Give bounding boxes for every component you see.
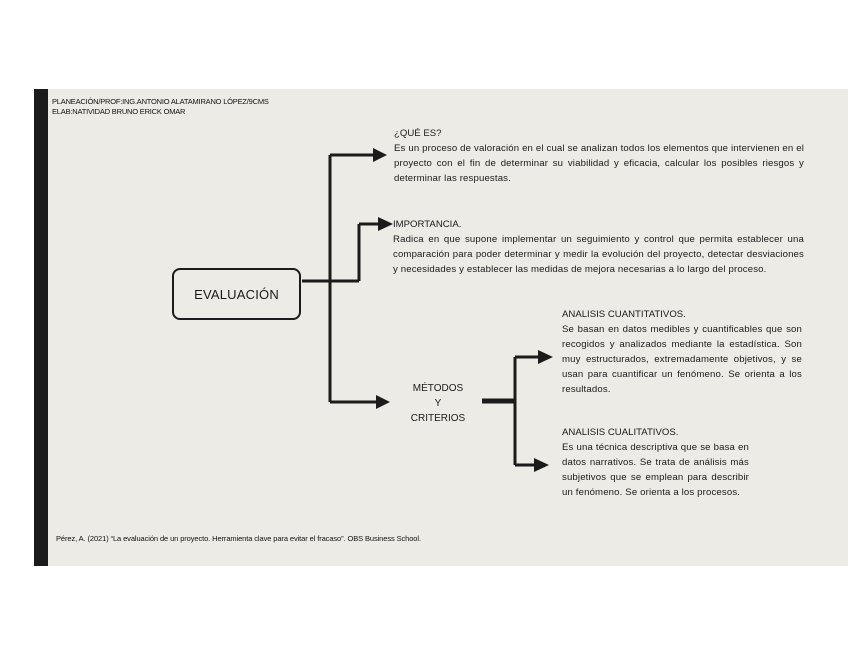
que-es-body: Es un proceso de valoración en el cual se analizan todos los elementos que intervienen en el proyecto con el fin de determinar su viabilidad y eficacia, calcular los posibles riesgos y determinar las respuestas. <box>394 143 804 184</box>
arrow-que-es <box>373 148 387 162</box>
header-line-2: ELAB:NATIVIDAD BRUNO ERICK OMAR <box>52 107 186 116</box>
cualitativos-title: ANALISIS CUALITATIVOS. <box>562 427 679 438</box>
arrow-cualitativos <box>534 458 549 472</box>
cuantitativos-title: ANALISIS CUANTITATIVOS. <box>562 309 686 320</box>
arrow-cuantitativos <box>538 350 553 364</box>
arrow-metodos <box>376 395 390 409</box>
node-cualitativos <box>562 425 749 500</box>
header-line-1: PLANEACIÓN/PROF:ING.ANTONIO ALATAMIRANO LÓPEZ/9CMS <box>52 97 269 106</box>
cualitativos-body: Es una técnica descriptiva que se basa en datos narrativos. Se trata de análisis más subjetivos que se emplean para describir un fenómeno. Se orienta a los procesos. <box>562 442 749 498</box>
node-que-es <box>394 126 804 186</box>
metodos-line-1: MÉTODOS <box>412 383 464 394</box>
metodos-line-3: CRITERIOS <box>410 413 466 424</box>
importancia-body: Radica en que supone implementar un seguimiento y control que permita establecer una comparación para poder determinar y medir la evolución del proyecto, detectar desviaciones y necesidades y establecer las medidas de mejora necesarias a lo largo del proceso. <box>393 234 804 275</box>
central-node-box <box>172 268 301 320</box>
que-es-title: ¿QUÉ ES? <box>394 128 442 139</box>
cuantitativos-body: Se basan en datos medibles y cuantificables que son recogidos y analizados mediante la estadística. Son muy estructurados, extremadamente objetivos, y se usan para cuantificar un fenómeno. Se orienta a los resultados. <box>562 324 802 395</box>
node-cuantitativos <box>562 307 802 397</box>
node-importancia <box>393 217 804 277</box>
importancia-title: IMPORTANCIA. <box>393 219 462 230</box>
central-node-label: EVALUACIÓN <box>194 286 279 302</box>
metodos-line-2: Y <box>434 398 442 409</box>
arrow-importancia <box>378 217 393 231</box>
node-metodos-criterios <box>403 381 473 426</box>
source-citation: Pérez, A. (2021) “La evaluación de un proyecto. Herramienta clave para evitar el fracaso”. OBS Business School. <box>56 534 421 543</box>
